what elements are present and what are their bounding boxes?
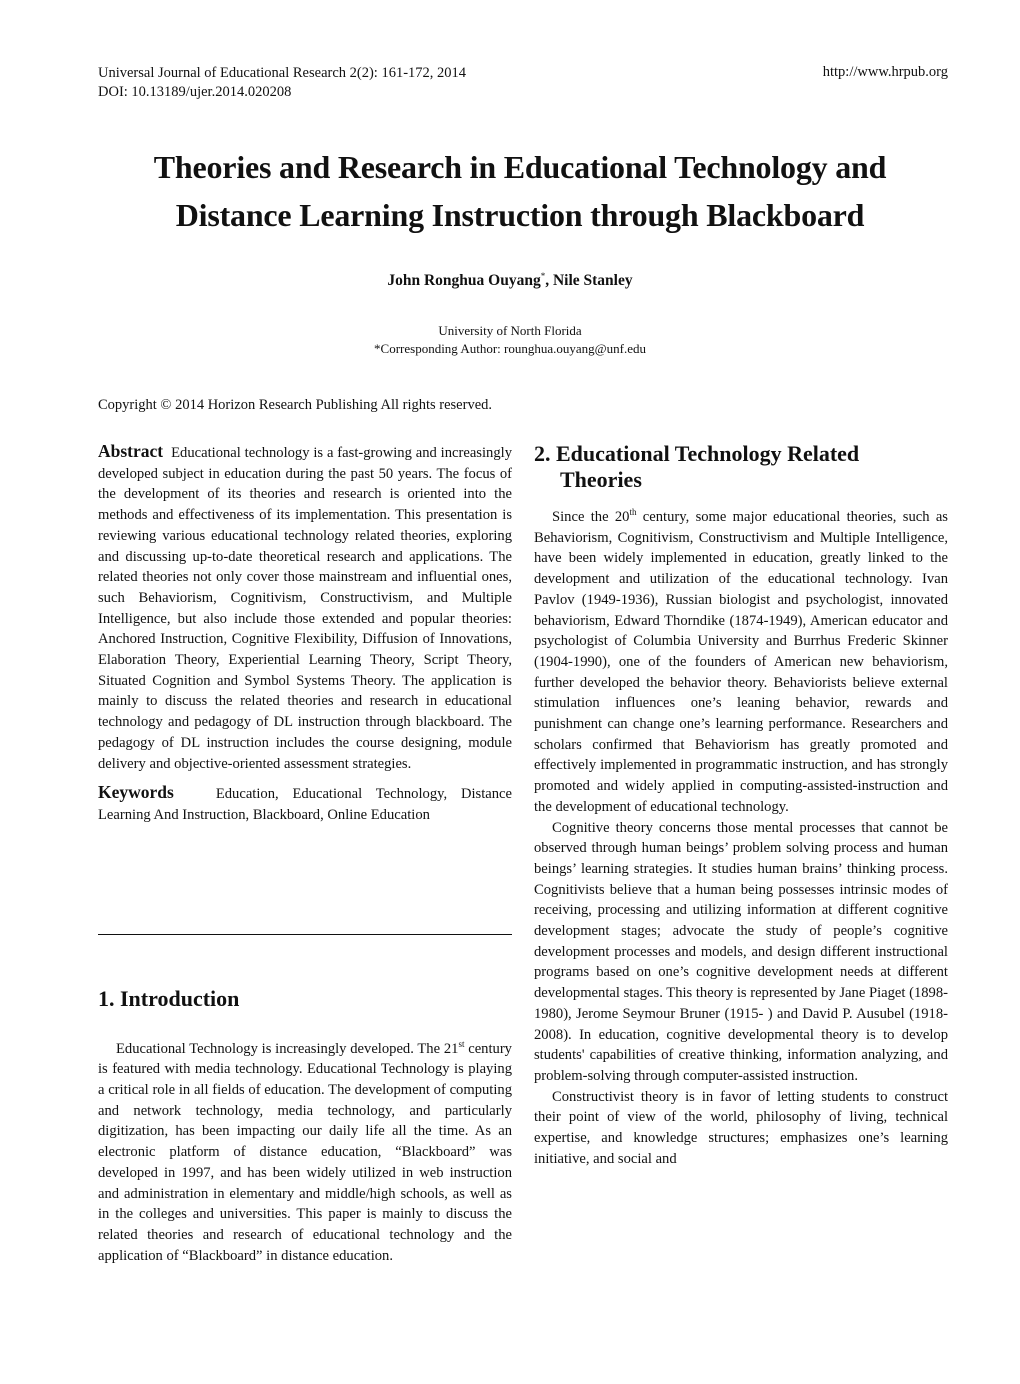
s2p1-sup: th <box>629 507 637 518</box>
copyright-notice: Copyright © 2014 Horizon Research Publishing All rights reserved. <box>98 397 493 413</box>
left-column <box>98 441 512 826</box>
journal-url[interactable]: http://www.hrpub.org <box>822 64 948 80</box>
abstract-label: Abstract <box>98 441 164 461</box>
section-1-paragraph <box>98 1039 512 1267</box>
section-2-paragraph-2: Cognitive theory concerns those mental processes that cannot be observed through human beings’ problem solving process and human beings’ learning strategies. It studies human brains’ thinking process. Cognitivists believe that a human being possesses intrinsic modes of receiving, processing and utilizing information at different cognitive development stages; advocate the study of people’s cognitive development processes and models, and design different instructional programs based on one’s cognitive development needs at different developmental stages. This theory is represented by Jane Piaget (1898-1980), Jerome Seymour Bruner (1915- ) and David P. Ausubel (1918-2008). In education, cognitive developmental theory is to develop students' capabilities of creative thinking, information analyzing, and problem-solving through computer-assisted instruction. <box>534 819 948 1084</box>
section-2-paragraph-1 <box>534 507 948 818</box>
affiliation <box>0 322 1020 358</box>
author-2: Nile Stanley <box>552 272 633 290</box>
author-1: John Ronghua Ouyang <box>387 272 541 290</box>
corresponding-author: *Corresponding Author: rounghua.ouyang@unf.edu <box>374 341 646 356</box>
author-list <box>0 271 1020 290</box>
title-line-1: Theories and Research in Educational Technology and <box>153 149 887 185</box>
paper-title <box>60 143 980 239</box>
s1p1-rest: century is featured with media technology. Educational Technology is playing a critical role in all fields of education. The development of computing and network technology, media technology, and particularly digitization, has been impacting our daily life all the time. As an electronic platform of distance education, “Blackboard” was developed in 1997, and has been widely utilized in web instruction and administration in elementary and middle/high schools, as well as in the colleges and universities. This paper is mainly to discuss the related theories and research of educational technology and the application of “Blackboard” in distance education. <box>98 1040 512 1264</box>
section-1-heading: 1. Introduction <box>98 986 240 1011</box>
keywords-label: Keywords <box>98 782 174 803</box>
section-2-heading-line-1: 2. Educational Technology Related <box>534 441 860 466</box>
author-separator: , <box>545 272 553 290</box>
section-2-paragraph-3: Constructivist theory is in favor of letting students to construct their point of view of the world, philosophy of living, technical expertise, and knowledge structures; emphasizes one’s learning initiative, and social and <box>534 1088 948 1167</box>
corresponding-mark: * <box>540 271 546 281</box>
abstract <box>98 441 512 774</box>
title-line-2: Distance Learning Instruction through Blackboard <box>175 197 865 233</box>
section-1-body <box>98 1024 512 1281</box>
keywords <box>98 782 512 825</box>
s1p1-start: Educational Technology is increasingly developed. The 21 <box>116 1040 459 1057</box>
s2p1-rest: century, some major educational theories, such as Behaviorism, Cognitivism, Constructivism and Multiple Intelligence, have been widely implemented in education, greatly linked to the development and utilization of the educational technology. Ivan Pavlov (1949-1936), Russian biologist and psychologist, innovated behaviorism, Edward Thorndike (1874-1949), American educator and psychologist of Columbia University and Burrhus Frederic Skinner (1904-1990), one of the founders of American new behaviorism, further developed the behavior theory. Behaviorists believe external stimulation influences one’s leaning behavior, rewards and punishment can change one’s learning performance. Researchers and scholars confirmed that Behaviorism has greatly promoted and effectively implemented in programmatic instruction, and has strongly promoted and widely applied in computing-assisted-instruction and the development of educational technology. <box>534 509 948 815</box>
keywords-text: Education, Educational Technology, Distance Learning And Instruction, Blackboard, Online Education <box>98 786 512 823</box>
right-column <box>534 441 948 1170</box>
institution: University of North Florida <box>438 323 582 338</box>
doi: DOI: 10.13189/ujer.2014.020208 <box>98 84 292 100</box>
section-divider <box>98 934 512 935</box>
journal-citation: Universal Journal of Educational Research 2(2): 161-172, 2014 <box>98 65 467 81</box>
section-2-heading <box>534 441 948 493</box>
section-2-heading-line-2: Theories <box>560 467 642 492</box>
s2p1-start: Since the 20 <box>552 509 630 525</box>
s1p1-sup: st <box>458 1038 465 1049</box>
abstract-text: Educational technology is a fast-growing and increasingly developed subject in education during the past 50 years. The focus of the development of its theories and research is oriented into the methods and effectiveness of its implementation. This presentation is reviewing various educational technology related theories, exploring and discussing up-to-date theoretical research and applications. The related theories not only cover those mainstream and influential ones, such Behaviorism, Cognitivism, Constructivism, and Multiple Intelligence, but also include those extended and popular theories: Anchored Instruction, Cognitive Flexibility, Diffusion of Innovations, Elaboration Theory, Experiential Learning Theory, Script Theory, Situated Cognition and Symbol Systems Theory. The application is mainly to discuss the related theories and research in educational technology and pedagogy of DL instruction through blackboard. The pedagogy of DL instruction includes the course designing, module delivery and objective-oriented assessment strategies. <box>98 445 512 772</box>
